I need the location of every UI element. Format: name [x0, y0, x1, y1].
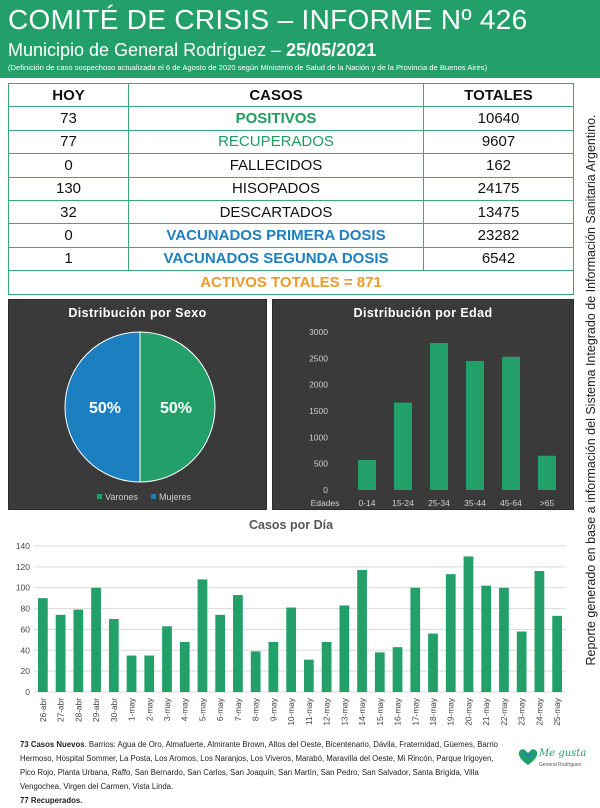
day-bar [251, 651, 261, 692]
source-note-container [583, 92, 599, 688]
day-bar [269, 642, 279, 692]
day-bar [410, 588, 420, 692]
cell-casos: RECUPERADOS [129, 130, 424, 153]
cell-totales: 6542 [424, 247, 574, 270]
table-row [9, 224, 574, 247]
day-bar [535, 571, 545, 692]
day-xtick-label: 28-abr [73, 698, 84, 722]
day-bar [215, 615, 225, 692]
cell-hoy: 130 [9, 177, 129, 200]
day-xtick-label: 19-may [445, 698, 456, 726]
day-ytick-label: 80 [20, 603, 30, 614]
definition-note: (Definición de caso sospechoso actualizada el 6 de Agosto de 2020 según Ministerio de Salud de la Nación y de la Provincia de Buenos Aires) [8, 63, 488, 72]
age-ytick-label: 0 [323, 485, 328, 495]
cell-casos: VACUNADOS PRIMERA DOSIS [129, 224, 424, 247]
cell-casos: DESCARTADOS [129, 200, 424, 223]
daily-cases-title: Casos por Día [248, 518, 334, 532]
age-bar [358, 460, 376, 490]
day-bar [552, 616, 562, 692]
day-xtick-label: 26-abr [37, 698, 48, 722]
cell-casos: HISOPADOS [129, 177, 424, 200]
neighborhoods-list: . Barrios: Agua de Oro, Almafuerte, Almirante Brown, Altos del Oeste, Bicentenario, Dávila, Fraternidad, Güemes, Barrio Hermoso, Hospital Sommer, La Posta, Los Aromos, Los Naranjos, Los Viveros, Marabó, Maravilla del Oeste, Mi Rincón, Parque Irigoyen, Pico Rojo, Planta Urbana, Raffo, San Bernardo, San Carlos, San Joaquín, San Martín, San Pedro, San Salvador, Santa Brígida, Villa Vengochea, Virgen del Carmen, Vista Linda. [20, 740, 499, 791]
cases-table [8, 83, 574, 295]
cell-totales: 13475 [424, 200, 574, 223]
age-ytick-label: 2000 [309, 379, 328, 390]
day-bar [304, 660, 314, 692]
cell-totales: 23282 [424, 224, 574, 247]
heart-logo-icon [517, 746, 539, 768]
new-cases-label: 73 Casos Nuevos [20, 740, 85, 749]
logo-line2: General Rodríguez [539, 762, 582, 768]
day-xtick-label: 13-may [339, 698, 350, 726]
day-bar [56, 615, 66, 692]
day-xtick-label: 1-may [126, 698, 137, 722]
cell-totales: 10640 [424, 107, 574, 130]
cell-hoy: 73 [9, 107, 129, 130]
day-bar [322, 642, 332, 692]
day-bar [481, 586, 491, 692]
day-bar [464, 556, 474, 692]
day-xtick-label: 18-may [428, 698, 438, 726]
day-xtick-label: 16-may [392, 698, 403, 726]
legend-swatch-mujeres [151, 494, 156, 499]
day-bar [428, 634, 438, 692]
header-hoy: HOY [9, 84, 129, 107]
age-bar [430, 343, 448, 490]
day-xtick-label: 14-may [357, 698, 368, 726]
day-xtick-label: 12-may [321, 698, 332, 726]
footer-notes [20, 738, 498, 808]
age-xtick-label: 35-44 [464, 498, 486, 508]
day-bar [109, 619, 119, 692]
age-xtick-label: >65 [539, 498, 555, 508]
day-bar [91, 588, 101, 692]
daily-cases-chart [0, 535, 576, 735]
day-xtick-label: 5-may [197, 698, 208, 722]
day-xtick-label: 17-may [410, 698, 421, 726]
day-bar [144, 656, 154, 693]
cell-casos: FALLECIDOS [129, 154, 424, 177]
table-row [9, 154, 574, 177]
age-xtick-label: 45-64 [500, 498, 522, 508]
sex-distribution-panel [8, 299, 267, 510]
day-xtick-label: 25-may [552, 698, 563, 726]
day-xtick-label: 7-may [232, 698, 243, 722]
day-ytick-label: 120 [15, 561, 30, 572]
age-ytick-label: 1000 [309, 432, 328, 443]
day-xtick-label: 3-may [162, 698, 172, 722]
pie-label-varones: 50% [159, 400, 193, 417]
day-bar [286, 608, 296, 692]
legend-label-mujeres: Mujeres [159, 492, 192, 502]
table-header-row [9, 84, 574, 107]
report-title: COMITÉ DE CRISIS – INFORME Nº 426 [8, 4, 528, 35]
day-xtick-label: 8-may [250, 698, 261, 722]
day-bar [162, 626, 172, 692]
day-xtick-label: 24-may [534, 698, 545, 726]
day-ytick-label: 20 [20, 666, 30, 677]
day-xtick-label: 27-abr [55, 698, 66, 722]
source-note: Reporte generado en base a información del Sistema Integrado de Información Sanitaria Argentino. [584, 114, 598, 666]
cell-hoy: 77 [9, 130, 129, 153]
day-bar [73, 610, 83, 692]
pie-chart-title: Distribución por Sexo [68, 306, 207, 320]
day-bar [357, 570, 367, 692]
day-bar [38, 598, 48, 692]
day-bar [339, 605, 349, 692]
day-xtick-label: 23-may [516, 698, 527, 726]
day-ytick-label: 60 [20, 624, 30, 635]
cell-hoy: 32 [9, 200, 129, 223]
day-bar [393, 647, 403, 692]
cell-casos: POSITIVOS [129, 107, 424, 130]
day-xtick-label: 9-may [268, 698, 279, 722]
day-xtick-label: 11-may [303, 698, 314, 726]
age-ytick-label: 1500 [309, 406, 328, 416]
age-ytick-label: 2500 [309, 353, 328, 364]
day-bar [446, 574, 456, 692]
age-xtick-label: 0-14 [358, 498, 376, 508]
day-ytick-label: 140 [15, 541, 30, 551]
pie-chart [9, 300, 268, 511]
age-bar [538, 456, 556, 490]
activos-totales: ACTIVOS TOTALES = 871 [9, 271, 574, 294]
age-bar-chart [273, 300, 575, 511]
day-xtick-label: 2-may [144, 698, 155, 722]
cell-hoy: 1 [9, 247, 129, 270]
day-ytick-label: 100 [15, 582, 30, 593]
day-xtick-label: 30-abr [108, 698, 119, 722]
age-ytick-label: 500 [313, 458, 328, 469]
report-date: 25/05/2021 [286, 40, 377, 60]
day-bar [198, 579, 208, 692]
day-xtick-label: 22-may [498, 698, 509, 726]
age-axis-label: Edades [310, 498, 340, 508]
day-xtick-label: 20-may [463, 698, 474, 726]
day-bar [127, 656, 137, 693]
cell-casos: VACUNADOS SEGUNDA DOSIS [129, 247, 424, 270]
cell-totales: 24175 [424, 177, 574, 200]
table-row [9, 200, 574, 223]
day-bar [517, 632, 527, 692]
age-bar [466, 361, 484, 490]
table-row [9, 107, 574, 130]
subtitle-municipality: Municipio de General Rodríguez – [8, 40, 287, 60]
day-bar [180, 642, 190, 692]
cell-hoy: 0 [9, 154, 129, 177]
logo-line1: Me gusta [539, 748, 587, 759]
age-ytick-label: 3000 [309, 327, 328, 337]
day-xtick-label: 15-may [374, 698, 385, 726]
day-xtick-label: 10-may [286, 698, 297, 726]
recovered-note: 77 Recuperados. [20, 796, 83, 805]
header-casos: CASOS [129, 84, 424, 107]
cell-totales: 9607 [424, 130, 574, 153]
day-xtick-label: 6-may [215, 698, 226, 722]
report-subtitle [8, 40, 376, 61]
table-row [9, 130, 574, 153]
legend-swatch-varones [97, 494, 102, 499]
table-row [9, 247, 574, 270]
day-bar [375, 652, 385, 692]
age-bar [502, 357, 520, 490]
report-header [0, 0, 600, 78]
day-xtick-label: 4-may [179, 698, 190, 722]
age-xtick-label: 15-24 [392, 498, 414, 508]
age-bar [394, 403, 412, 490]
day-bar [233, 595, 243, 692]
day-ytick-label: 40 [20, 645, 30, 656]
legend-label-varones: Varones [105, 492, 138, 502]
cell-hoy: 0 [9, 224, 129, 247]
pie-label-mujeres: 50% [88, 400, 122, 417]
age-xtick-label: 25-34 [428, 498, 450, 508]
table-row [9, 177, 574, 200]
activos-row [9, 271, 574, 294]
age-chart-title: Distribución por Edad [353, 306, 493, 320]
day-xtick-label: 29-abr [91, 698, 102, 722]
heart-hand-logo [517, 744, 587, 788]
header-totales: TOTALES [424, 84, 574, 107]
day-bar [499, 588, 509, 692]
day-ytick-label: 0 [25, 687, 30, 697]
cell-totales: 162 [424, 154, 574, 177]
day-xtick-label: 21-may [481, 698, 492, 726]
age-distribution-panel [272, 299, 574, 510]
